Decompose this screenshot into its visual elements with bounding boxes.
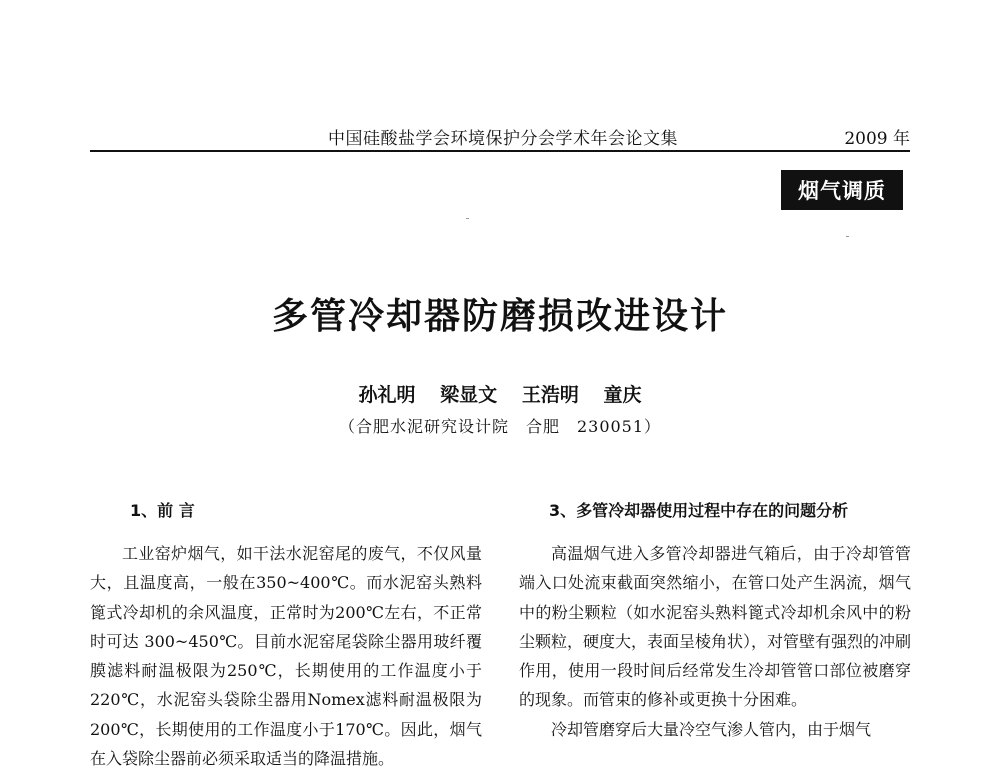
proceedings-title: 中国硅酸盐学会环境保护分会学术年会论文集 bbox=[328, 129, 678, 149]
author-list bbox=[0, 380, 1000, 407]
body-paragraph: 高温烟气进入多管冷却器进气箱后，由于冷却管管端入口处流束截面突然缩小，在管口处产生涡流，烟气中的粉尘颗粒（如水泥窑头熟料篦式冷却机余风中的粉尘颗粒，硬度大，表面呈棱角状），对管壁有强烈的冲刷作用，使用一段时间后经常发生冷却管管口部位被磨穿的现象。而管束的修补或更换十分困难。 bbox=[519, 544, 912, 710]
author-name: 童庆 bbox=[603, 384, 642, 406]
running-header bbox=[90, 122, 910, 152]
body-paragraph: 工业窑炉烟气，如干法水泥窑尾的废气，不仅风量大，且温度高，一般在350~400℃。而水泥窑头熟料篦式冷却机的余风温度，正常时为200℃左右，不正常时可达 300~450℃。目前水泥窑尾袋除尘器用玻纤覆膜滤料耐温极限为250℃，长期使用的工作温度小于220℃，水泥窑头袋除尘器用Nomex滤料耐温极限为200℃，长期使用的工作温度小于170℃。因此，烟气在入袋除尘器前必须采取适当的降温措施。 bbox=[90, 544, 482, 769]
left-column bbox=[90, 497, 482, 773]
scan-speck bbox=[846, 236, 849, 237]
section-badge: 烟气调质 bbox=[781, 170, 903, 210]
author-name: 孙礼明 bbox=[358, 384, 416, 406]
body-paragraph: 冷却管磨穿后大量冷空气渗人管内，由于烟气 bbox=[551, 719, 872, 739]
right-column bbox=[519, 497, 911, 744]
section-heading-problem-analysis: 3、多管冷却器使用过程中存在的问题分析 bbox=[549, 501, 849, 520]
scan-speck bbox=[466, 218, 469, 219]
right-column-body bbox=[519, 539, 911, 744]
left-column-body bbox=[90, 539, 482, 773]
section-heading-introduction: 1、前 言 bbox=[130, 501, 195, 520]
paper-title: 多管冷却器防磨损改进设计 bbox=[271, 295, 728, 337]
proceedings-year: 2009 年 bbox=[844, 129, 910, 149]
author-name: 梁显文 bbox=[440, 384, 498, 406]
affiliation: （合肥水泥研究设计院 合肥 230051） bbox=[338, 417, 662, 436]
author-name: 王浩明 bbox=[521, 384, 579, 406]
